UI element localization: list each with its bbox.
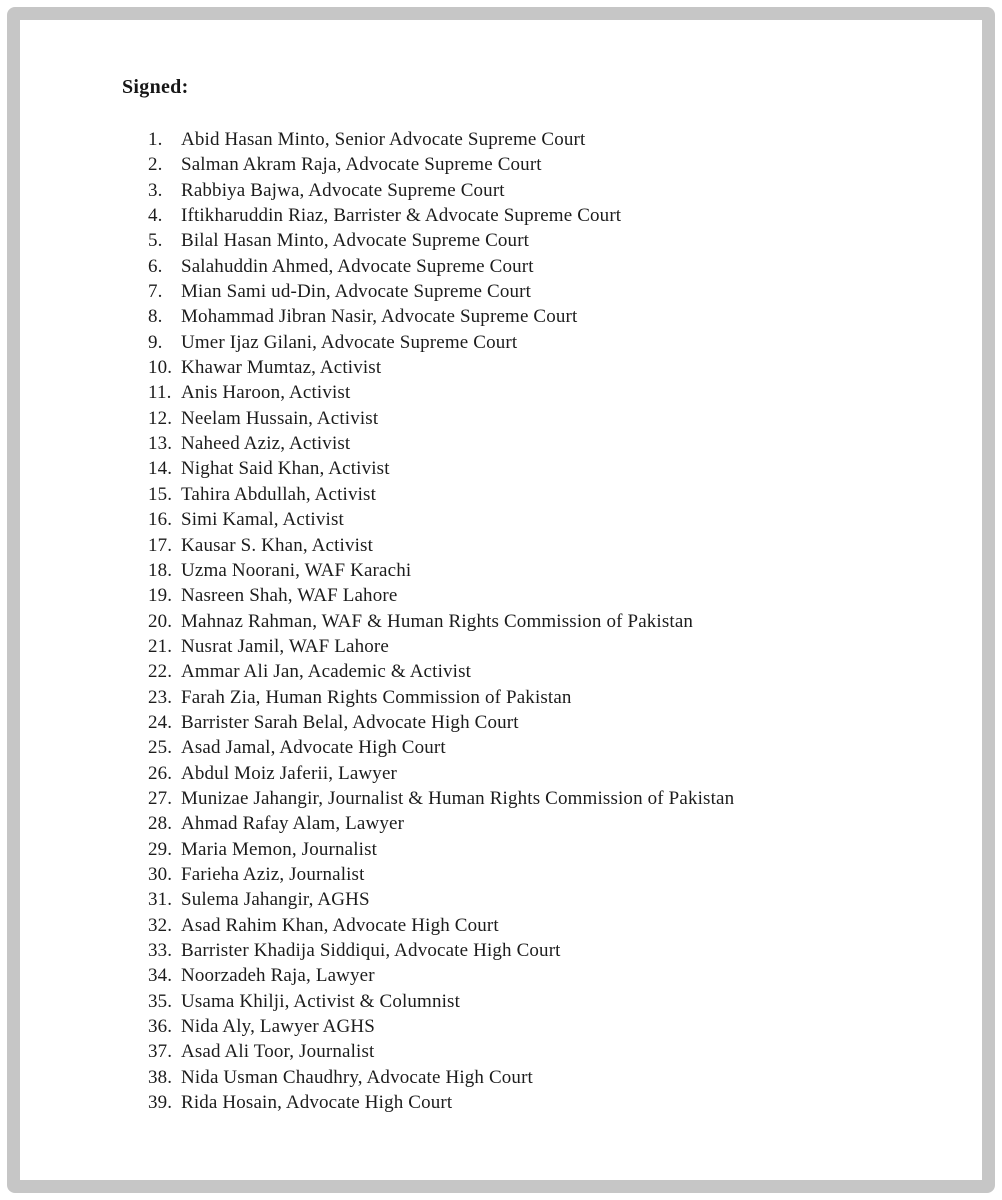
signatory-name: Nighat Said Khan, Activist (181, 458, 390, 480)
signatory-number: 26. (148, 762, 173, 784)
signatory-name: Tahira Abdullah, Activist (181, 483, 377, 505)
signatory-number: 34. (148, 965, 173, 987)
signatory-item (148, 254, 982, 279)
signatory-name: Simi Kamal, Activist (181, 509, 344, 531)
signatory-number: 8. (148, 306, 163, 328)
signatory-name: Nusrat Jamil, WAF Lahore (181, 635, 389, 657)
signatory-item (148, 279, 982, 304)
signatory-item (148, 178, 982, 203)
signatory-item (148, 938, 982, 963)
signatory-number: 25. (148, 737, 173, 759)
signatory-item (148, 811, 982, 836)
signatory-item (148, 304, 982, 329)
signatory-name: Mian Sami ud-Din, Advocate Supreme Court (181, 281, 532, 303)
signatory-name: Kausar S. Khan, Activist (181, 534, 373, 556)
signatory-number: 38. (148, 1066, 173, 1088)
signatory-name: Mohammad Jibran Nasir, Advocate Supreme Court (181, 306, 578, 328)
signatory-number: 9. (148, 331, 163, 353)
signatory-number: 36. (148, 1016, 173, 1038)
signatory-name: Bilal Hasan Minto, Advocate Supreme Court (181, 230, 530, 252)
signatory-name: Uzma Noorani, WAF Karachi (181, 559, 412, 581)
signatory-name: Nida Usman Chaudhry, Advocate High Court (181, 1066, 533, 1088)
signatory-name: Iftikharuddin Riaz, Barrister & Advocate Supreme Court (181, 205, 622, 227)
signatory-number: 10. (148, 357, 173, 379)
signatory-item (148, 1014, 982, 1039)
signatory-name: Neelam Hussain, Activist (181, 407, 379, 429)
signatory-item (148, 456, 982, 481)
signatory-item (148, 127, 982, 152)
signatory-name: Ammar Ali Jan, Academic & Activist (181, 661, 472, 683)
signatory-item (148, 330, 982, 355)
signatory-item (148, 1039, 982, 1064)
signatory-number: 22. (148, 661, 173, 683)
signatory-item (148, 482, 982, 507)
signatory-number: 15. (148, 483, 173, 505)
document-page (20, 20, 982, 1180)
signatory-name: Ahmad Rafay Alam, Lawyer (181, 813, 405, 835)
signatory-item (148, 152, 982, 177)
signatory-item (148, 862, 982, 887)
signatory-item (148, 228, 982, 253)
signatory-name: Sulema Jahangir, AGHS (181, 889, 370, 911)
signatory-number: 19. (148, 585, 173, 607)
signatory-name: Salahuddin Ahmed, Advocate Supreme Court (181, 255, 534, 277)
signatory-number: 14. (148, 458, 173, 480)
signatory-name: Noorzadeh Raja, Lawyer (181, 965, 375, 987)
signatory-name: Rabbiya Bajwa, Advocate Supreme Court (181, 179, 505, 201)
signatory-number: 6. (148, 255, 163, 277)
signatory-number: 30. (148, 863, 173, 885)
signatory-number: 21. (148, 635, 173, 657)
signatory-item (148, 735, 982, 760)
signatory-name: Khawar Mumtaz, Activist (181, 357, 382, 379)
signatory-item (148, 507, 982, 532)
signatory-item (148, 913, 982, 938)
signatory-item (148, 887, 982, 912)
signatory-number: 12. (148, 407, 173, 429)
signatory-item (148, 710, 982, 735)
signatory-name: Anis Haroon, Activist (181, 382, 351, 404)
signatory-item (148, 355, 982, 380)
signatory-item (148, 609, 982, 634)
signatory-item (148, 634, 982, 659)
signatory-item (148, 761, 982, 786)
signatory-item (148, 1090, 982, 1115)
signatory-number: 5. (148, 230, 163, 252)
signatory-item (148, 558, 982, 583)
signatory-number: 32. (148, 914, 173, 936)
signatory-name: Asad Rahim Khan, Advocate High Court (181, 914, 499, 936)
signatory-number: 13. (148, 433, 173, 455)
signatory-number: 2. (148, 154, 163, 176)
signatory-item (148, 989, 982, 1014)
signatory-name: Farah Zia, Human Rights Commission of Pakistan (181, 686, 572, 708)
signatory-name: Naheed Aziz, Activist (181, 433, 351, 455)
signatory-number: 27. (148, 787, 173, 809)
signatory-name: Farieha Aziz, Journalist (181, 863, 365, 885)
signatory-item (148, 963, 982, 988)
signatory-item (148, 786, 982, 811)
signatory-item (148, 533, 982, 558)
signatory-number: 37. (148, 1041, 173, 1063)
signatory-item (148, 659, 982, 684)
signatory-number: 28. (148, 813, 173, 835)
signatory-number: 7. (148, 281, 163, 303)
signatory-number: 11. (148, 382, 172, 404)
signatory-name: Usama Khilji, Activist & Columnist (181, 990, 461, 1012)
signatory-number: 39. (148, 1092, 173, 1114)
signatory-number: 33. (148, 940, 173, 961)
signatory-name: Barrister Khadija Siddiqui, Advocate High Court (181, 940, 561, 961)
signatory-number: 24. (148, 711, 173, 733)
signatory-number: 20. (148, 610, 173, 632)
signatory-number: 1. (148, 129, 163, 150)
signatory-name: Mahnaz Rahman, WAF & Human Rights Commission of Pakistan (181, 610, 694, 632)
signatory-item (148, 203, 982, 228)
signatory-name: Nasreen Shah, WAF Lahore (181, 585, 398, 607)
signatory-name: Nida Aly, Lawyer AGHS (181, 1016, 376, 1038)
signatory-name: Abdul Moiz Jaferii, Lawyer (181, 762, 397, 784)
signatory-name: Abid Hasan Minto, Senior Advocate Supreme Court (181, 129, 586, 150)
signatory-name: Salman Akram Raja, Advocate Supreme Court (181, 154, 542, 176)
signatory-number: 3. (148, 179, 163, 201)
signatory-number: 35. (148, 990, 173, 1012)
signatory-name: Asad Jamal, Advocate High Court (181, 737, 446, 759)
signatory-name: Barrister Sarah Belal, Advocate High Court (181, 711, 519, 733)
signatory-item (148, 380, 982, 405)
signatory-name: Munizae Jahangir, Journalist & Human Rights Commission of Pakistan (181, 787, 735, 809)
signatory-item (148, 837, 982, 862)
signatory-item (148, 583, 982, 608)
signatory-number: 31. (148, 889, 173, 911)
signatory-number: 4. (148, 205, 163, 227)
signatory-name: Umer Ijaz Gilani, Advocate Supreme Court (181, 331, 518, 353)
signatory-item (148, 406, 982, 431)
signatory-name: Asad Ali Toor, Journalist (181, 1041, 375, 1063)
signatory-number: 29. (148, 838, 173, 860)
signatory-number: 17. (148, 534, 173, 556)
signed-heading: Signed: (122, 76, 189, 98)
signatory-number: 16. (148, 509, 173, 531)
signatory-number: 23. (148, 686, 173, 708)
signatory-name: Rida Hosain, Advocate High Court (181, 1092, 453, 1114)
signatories-list (148, 127, 982, 1115)
signatory-name: Maria Memon, Journalist (181, 838, 378, 860)
signatory-item (148, 685, 982, 710)
signatory-item (148, 1065, 982, 1090)
signatory-number: 18. (148, 559, 173, 581)
signatory-item (148, 431, 982, 456)
